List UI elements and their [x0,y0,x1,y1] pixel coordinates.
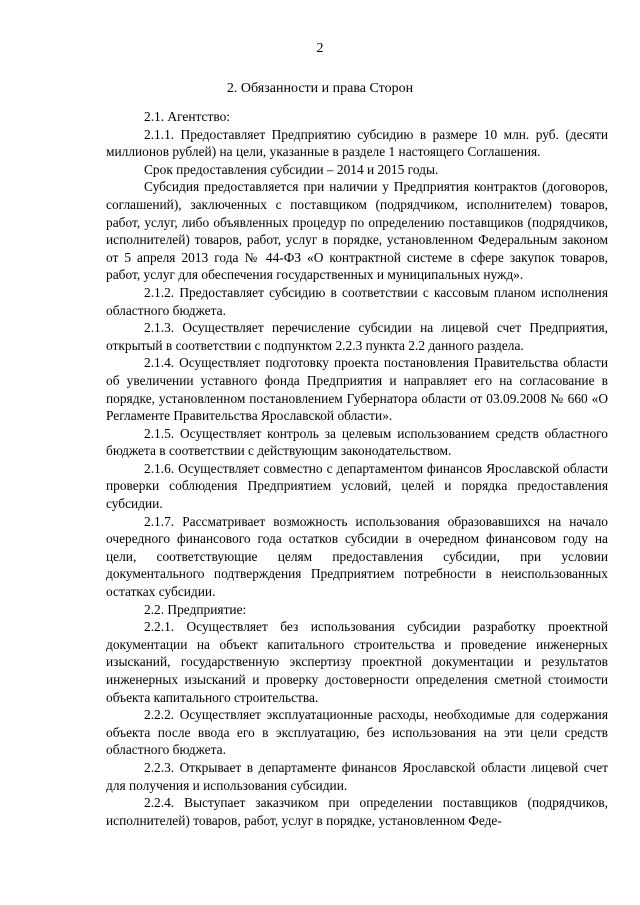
paragraph-2-1-5: 2.1.5. Осуществляет контроль за целевым использованием средств областного бюджета в соответствии с действующим законодательством. [106,425,608,459]
paragraph-2-1-2: 2.1.2. Предоставляет субсидию в соответствии с кассовым планом исполнения областного бюджета. [106,284,608,318]
document-body [106,108,608,829]
paragraph-2-2-3: 2.2.3. Открывает в департаменте финансов Ярославской области лицевой счет для получения и использования субсидии. [106,759,608,793]
paragraph-subsidy-term: Срок предоставления субсидии – 2014 и 2015 годы. [144,161,439,177]
paragraph-subsidy-conditions: Субсидия предоставляется при наличии у Предприятия контрактов (договоров, соглашений), заключенных с поставщиком (подрядчиком, исполнителем) товаров, работ, услуг, либо объявленных процедур по определению поставщиков (подрядчиков, исполнителей) товаров, работ, услуг в порядке, установленном Федеральным законом от 5 апреля 2013 года № 44-ФЗ «О контрактной системе в сфере закупок товаров, работ, услуг для обеспечения государственных и муниципальных нужд». [106,179,608,283]
paragraph-2-1: 2.1. Агентство: [144,109,230,124]
paragraph-2-2-2: 2.2.2. Осуществляет эксплуатационные расходы, необходимые для содержания объекта после ввода его в эксплуатацию, без использования на эти цели средств областного бюджета. [106,707,608,758]
section-title: 2. Обязанности и права Сторон [226,81,414,96]
paragraph-2-1-3: 2.1.3. Осуществляет перечисление субсидии на лицевой счет Предприятия, открытый в соответствии с подпунктом 2.2.3 пункта 2.2 данного раздела. [106,320,608,353]
page-number: 2 [316,41,324,56]
paragraph-2-2: 2.2. Предприятие: [144,601,247,617]
paragraph-2-2-1: 2.2.1. Осуществляет без использования субсидии разработку проектной документации на объект капитального строительства и проведение инженерных изысканий, государственную экспертизу проектной документации и результатов инженерных изысканий и проверку достоверности определения сметной стоимости объекта капитального строительства. [106,619,608,705]
paragraph-2-1-6: 2.1.6. Осуществляет совместно с департаментом финансов Ярославской области проверки соблюдения Предприятием условий, целей и порядка предоставления субсидии. [106,460,608,512]
paragraph-2-1-7: 2.1.7. Рассматривает возможность использования образовавшихся на начало очередного финансового года остатков субсидии в очередном финансовом году на цели, соответствующие целям предоставления субсидии, при условии документального подтверждения Предприятием потребности в неиспользованных остатках субсидии. [106,513,608,600]
paragraph-2-1-1: 2.1.1. Предоставляет Предприятию субсидию в размере 10 млн. руб. (десяти миллионов рублей) на цели, указанные в разделе 1 настоящего Соглашения. [106,126,608,160]
paragraph-2-2-4: 2.2.4. Выступает заказчиком при определении поставщиков (подрядчиков, исполнителей) товаров, работ, услуг в порядке, установленном Феде- [106,795,608,828]
paragraph-2-1-4: 2.1.4. Осуществляет подготовку проекта постановления Правительства области об увеличении уставного фонда Предприятия и направляет его на согласование в порядке, установленном постановлением Губернатора области от 03.09.2008 № 660 «О Регламенте Правительства Ярославской области». [106,355,608,424]
